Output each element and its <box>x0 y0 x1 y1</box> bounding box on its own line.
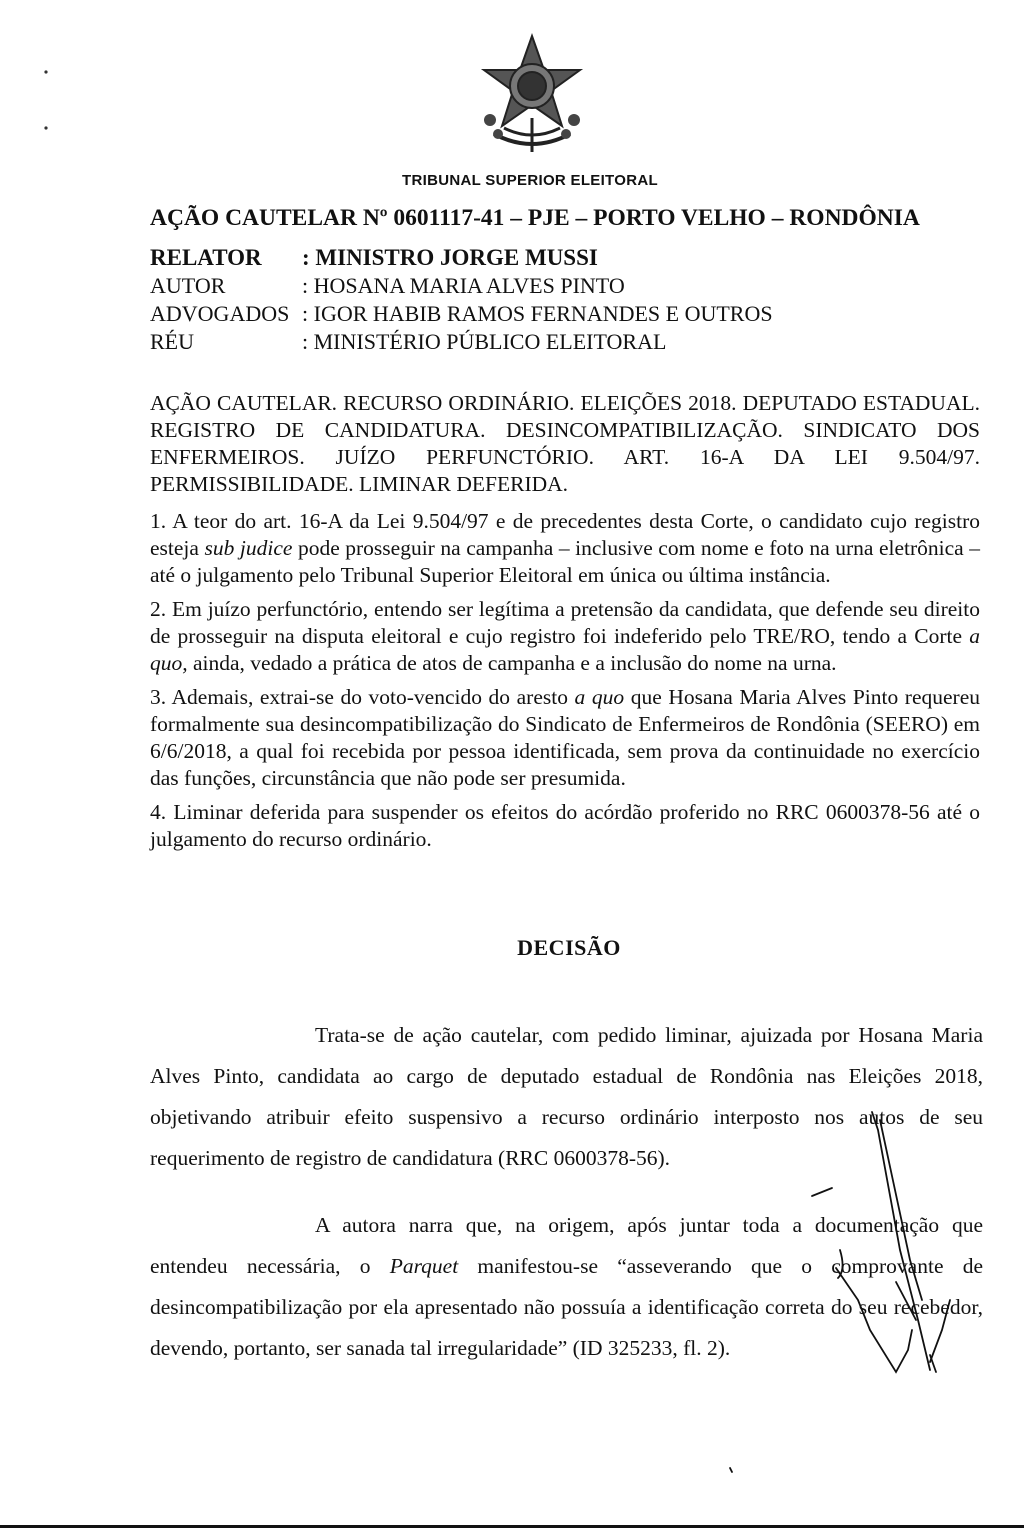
ementa-text: pode prosseguir na campanha – inclusive com nome e foto na urna eletrônica – até o julgamento pelo Tribunal Superior Eleitoral em única ou última instância. <box>150 536 980 587</box>
ementa-item-3 <box>150 684 980 792</box>
party-advogados <box>150 300 773 328</box>
party-autor <box>150 272 773 300</box>
parties-block <box>150 244 773 356</box>
decisao-text: A autora narra que, na origem, após juntar toda a documentação que entendeu necessária, o <box>150 1213 983 1278</box>
ementa-italic: a quo <box>574 685 625 709</box>
ementa-text: que Hosana Maria Alves Pinto requereu formalmente sua desincompatibilização do Sindicato de Enfermeiros de Rondônia (SEERO) em 6/6/2018, a qual foi recebida por pessoa identificada, sem prova da continuidade no exercício das funções, circunstância que não pode ser presumida. <box>150 685 980 790</box>
ementa-text: 2. Em juízo perfunctório, entendo ser legítima a pretensão da candidata, que defende seu direito de prosseguir na disputa eleitoral e cujo registro foi indeferido pelo TRE/RO, tendo a Corte <box>150 597 980 648</box>
decisao-title: DECISÃO <box>517 935 621 960</box>
ementa-text: 3. Ademais, extrai-se do voto-vencido do aresto <box>150 685 575 709</box>
court-name: TRIBUNAL SUPERIOR ELEITORAL <box>402 172 658 189</box>
ementa-text: 1. A teor do art. 16-A da Lei 9.504/97 e de precedentes desta Corte, o candidato cujo registro esteja <box>150 509 980 560</box>
decisao-body <box>150 1015 983 1395</box>
ementa-head: AÇÃO CAUTELAR. RECURSO ORDINÁRIO. ELEIÇÕES 2018. DEPUTADO ESTADUAL. REGISTRO DE CANDIDATURA. DESINCOMPATIBILIZAÇÃO. SINDICATO DOS ENFERMEIROS. JUÍZO PERFUNCTÓRIO. ART. 16-A DA LEI 9.504/97. PERMISSIBILIDADE. LIMINAR DEFERIDA. <box>150 391 980 496</box>
ementa-item-1 <box>150 508 980 589</box>
party-name: : IGOR HABIB RAMOS FERNANDES E OUTROS <box>302 301 773 326</box>
party-name: : MINISTRO JORGE MUSSI <box>302 245 598 270</box>
party-reu <box>150 328 773 356</box>
ementa-item-2 <box>150 596 980 677</box>
party-role: RÉU <box>150 329 194 354</box>
party-role: ADVOGADOS <box>150 301 290 326</box>
bottom-rule <box>0 1525 1024 1528</box>
party-name: : MINISTÉRIO PÚBLICO ELEITORAL <box>302 329 667 354</box>
case-title: AÇÃO CAUTELAR Nº 0601117-41 – PJE – PORTO VELHO – RONDÔNIA <box>150 205 920 231</box>
coat-of-arms-seal <box>474 30 590 158</box>
decisao-italic: Parquet <box>389 1254 459 1278</box>
party-relator <box>150 244 773 272</box>
decisao-text: manifestou-se “asseverando que o comprovante de desincompatibilização por ela apresentado não possuía a identificação correta do seu recebedor, devendo, portanto, ser sanada tal irregularidade” (ID 325233, fl. 2). <box>150 1254 983 1360</box>
party-role: RELATOR <box>150 245 262 270</box>
ementa <box>150 390 980 860</box>
decisao-paragraph-1: Trata-se de ação cautelar, com pedido liminar, ajuizada por Hosana Maria Alves Pinto, candidata ao cargo de deputado estadual de Rondônia nas Eleições 2018, objetivando atribuir efeito suspensivo a recurso ordinário interposto nos autos de seu requerimento de registro de candidatura (RRC 0600378-56). <box>150 1023 983 1170</box>
ementa-italic: sub judice <box>204 536 293 560</box>
party-name: : HOSANA MARIA ALVES PINTO <box>302 273 625 298</box>
ementa-italic: a quo, <box>150 624 980 675</box>
party-role: AUTOR <box>150 273 226 298</box>
ementa-text: ainda, vedado a prática de atos de campanha e a inclusão do nome na urna. <box>187 651 837 675</box>
decisao-paragraph-2 <box>150 1205 983 1369</box>
ementa-item-4: 4. Liminar deferida para suspender os efeitos do acórdão proferido no RRC 0600378-56 até o julgamento do recurso ordinário. <box>150 800 980 851</box>
